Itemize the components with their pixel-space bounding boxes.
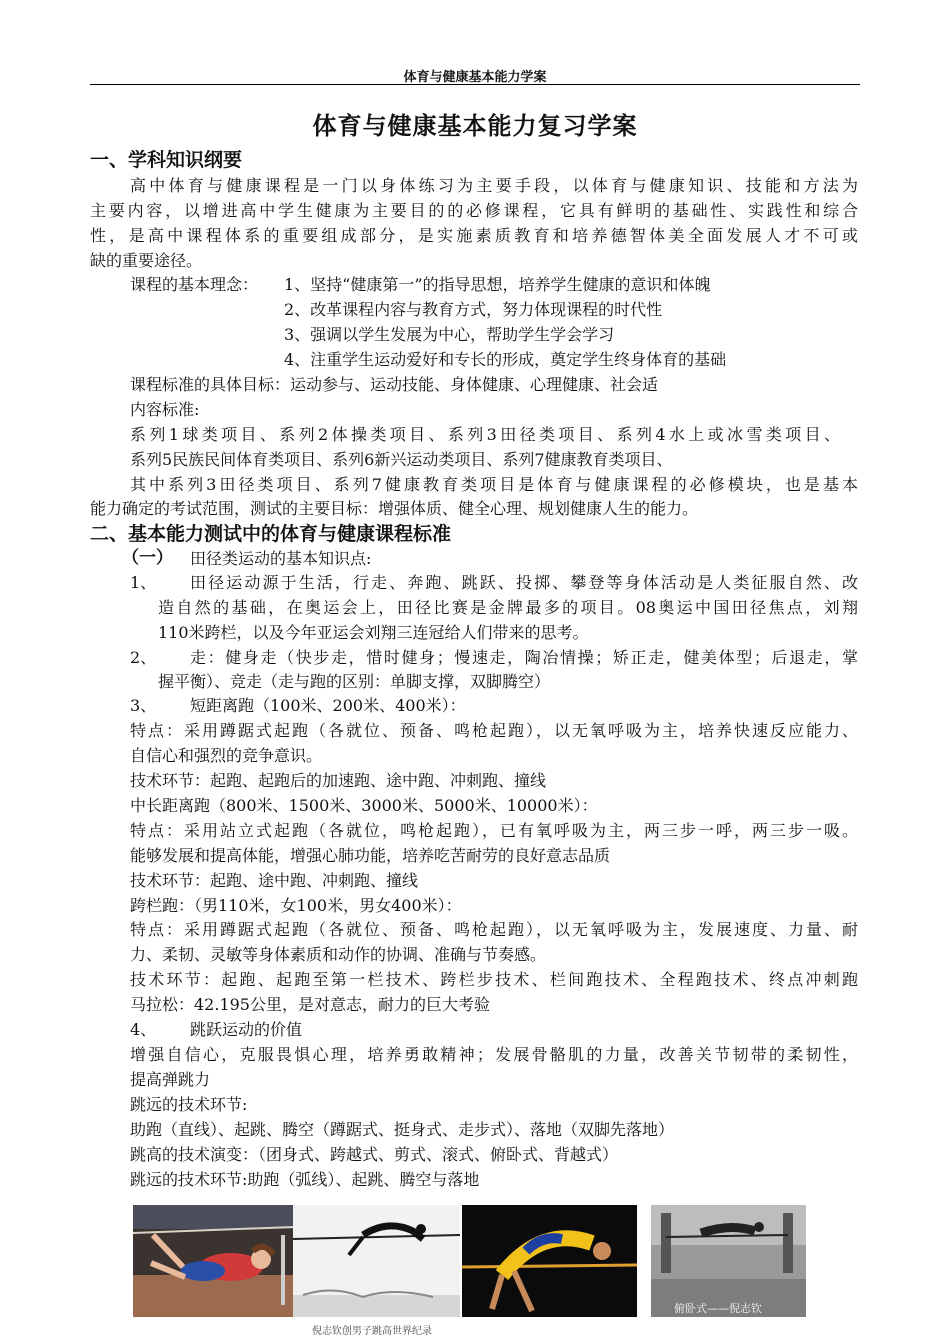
body-line-5: 特点：采用站立式起跑（各就位，鸣枪起跑），已有氧呼吸为主，两三步一呼，两三步一吸。 xyxy=(130,821,858,840)
para1-line3: 性，是高中课程体系的重要组成部分，是实施素质教育和培养德智体美全面发展人才不可或 xyxy=(90,226,858,245)
content-standard-label: 内容标准: xyxy=(130,400,200,419)
item2-number: 2、 xyxy=(130,648,157,667)
body-line-1: 特点：采用蹲踞式起跑（各就位、预备、鸣枪起跑），以无氧呼吸为主，培养快速反应能力、 xyxy=(130,721,858,740)
page-title: 体育与健康基本能力复习学案 xyxy=(312,112,638,140)
body-line-3: 技术环节：起跑、起跑后的加速跑、途中跑、冲刺跑、撞线 xyxy=(130,771,547,790)
section1-heading: 一、学科知识纲要 xyxy=(90,149,243,171)
header-divider xyxy=(90,84,860,85)
body-line-9: 特点：采用蹲踞式起跑（各就位、预备、鸣枪起跑），以无氧呼吸为主，发展速度、力量、耐 xyxy=(130,920,858,939)
photo-caption-right: 俯卧式——倪志钦 xyxy=(674,1302,762,1315)
item1-line2: 造自然的基础，在奥运会上，田径比赛是金牌最多的项目。08奥运中国田径焦点，刘翔 xyxy=(158,598,858,617)
concept-3: 3、强调以学生发展为中心，帮助学生学会学习 xyxy=(284,325,615,344)
tail-line-2: 提高弹跳力 xyxy=(130,1070,211,1089)
body-line-8: 跨栏跑：（男110米，女100米，男女400米）： xyxy=(130,896,462,915)
para1-line2: 主要内容，以增进高中学生健康为主要目的的必修课程，它具有鲜明的基础性、实践性和综合 xyxy=(90,201,858,220)
body-line-7: 技术环节：起跑、途中跑、冲刺跑、撞线 xyxy=(130,871,419,890)
para2-line1: 其中系列3田径类项目、系列7健康教育类项目是体育与健康课程的必修模块，也是基本 xyxy=(130,475,858,494)
photo-caption-center: 倪志钦创男子跳高世界纪录 xyxy=(312,1326,432,1337)
item4-title: 跳跃运动的价值 xyxy=(190,1020,303,1039)
concept-label: 课程的基本理念： xyxy=(130,275,259,294)
series-line1: 系列1球类项目、系列2体操类项目、系列3田径类项目、系列4水上或冰雪类项目、 xyxy=(130,425,840,444)
item3-number: 3、 xyxy=(130,696,157,715)
item4-number: 4、 xyxy=(130,1020,157,1039)
item2-line1: 走：健身走（快步走，惜时健身；慢速走，陶冶情操；矫正走，健美体型；后退走，掌 xyxy=(190,648,858,667)
course-goals: 课程标准的具体目标：运动参与、运动技能、身体健康、心理健康、社会适 xyxy=(130,375,659,394)
photo-high-jumper-girl xyxy=(133,1205,293,1317)
item3-title: 短距离跑（100米、200米、400米）： xyxy=(190,696,466,715)
body-line-4: 中长距离跑（800米、1500米、3000米、5000米、10000米）： xyxy=(130,796,598,815)
item1-line1: 田径运动源于生活，行走、奔跑、跳跃、投掷、攀登等身体活动是人类征服自然、改 xyxy=(190,573,858,592)
photo-niezhiqin-record xyxy=(293,1205,460,1317)
para1-line1: 高中体育与健康课程是一门以身体练习为主要手段，以体育与健康知识、技能和方法为 xyxy=(130,176,858,195)
item2-line2: 握平衡）、竞走（走与跑的区别：单脚支撑，双脚腾空） xyxy=(158,672,551,691)
tail-line-1: 增强自信心，克服畏惧心理，培养勇敢精神；发展骨骼肌的力量，改善关节韧带的柔韧性， xyxy=(130,1045,858,1064)
series-line2: 系列5民族民间体育类项目、系列6新兴运动类项目、系列7健康教育类项目、 xyxy=(130,450,673,469)
item1-line3: 110米跨栏，以及今年亚运会刘翔三连冠给人们带来的思考。 xyxy=(158,623,589,642)
tail-line-3: 跳远的技术环节: xyxy=(130,1095,248,1114)
para1-line4: 缺的重要途径。 xyxy=(90,251,203,270)
photo-fosbury-flop xyxy=(462,1205,637,1317)
body-line-12: 马拉松：42.195公里，是对意志，耐力的巨大考验 xyxy=(130,995,490,1014)
body-line-2: 自信心和强烈的竞争意识。 xyxy=(130,746,323,765)
concept-1: 1、坚持“健康第一”的指导思想，培养学生健康的意识和体魄 xyxy=(284,275,711,294)
item1-number: 1、 xyxy=(130,573,157,592)
tail-line-5: 跳高的技术演变：（团身式、跨越式、剪式、滚式、俯卧式、背越式） xyxy=(130,1145,619,1164)
section2-heading: 二、基本能力测试中的体育与健康课程标准 xyxy=(90,523,452,545)
body-line-11: 技术环节：起跑、起跑至第一栏技术、跨栏步技术、栏间跑技术、全程跑技术、终点冲刺跑 xyxy=(130,970,858,989)
para2-line2: 能力确定的考试范围，测试的主要目标：增强体质、健全心理、规划健康人生的能力。 xyxy=(90,499,699,518)
running-header: 体育与健康基本能力学案 xyxy=(403,70,547,85)
tail-line-4: 助跑（直线）、起跳、腾空（蹲踞式、挺身式、走步式）、落地（双脚先落地） xyxy=(130,1120,675,1139)
subsection1-title: 田径类运动的基本知识点: xyxy=(190,549,372,568)
body-line-10: 力、柔韧、灵敏等身体素质和动作的协调、准确与节奏感。 xyxy=(130,945,547,964)
subsection1-number: （一） xyxy=(122,548,173,568)
concept-2: 2、改革课程内容与教育方式，努力体现课程的时代性 xyxy=(284,300,663,319)
tail-line-6: 跳远的技术环节:助跑（弧线）、起跳、腾空与落地 xyxy=(130,1170,480,1189)
concept-4: 4、注重学生运动爱好和专长的形成，奠定学生终身体育的基础 xyxy=(284,350,727,369)
body-line-6: 能够发展和提高体能，增强心肺功能，培养吃苦耐劳的良好意志品质 xyxy=(130,846,611,865)
